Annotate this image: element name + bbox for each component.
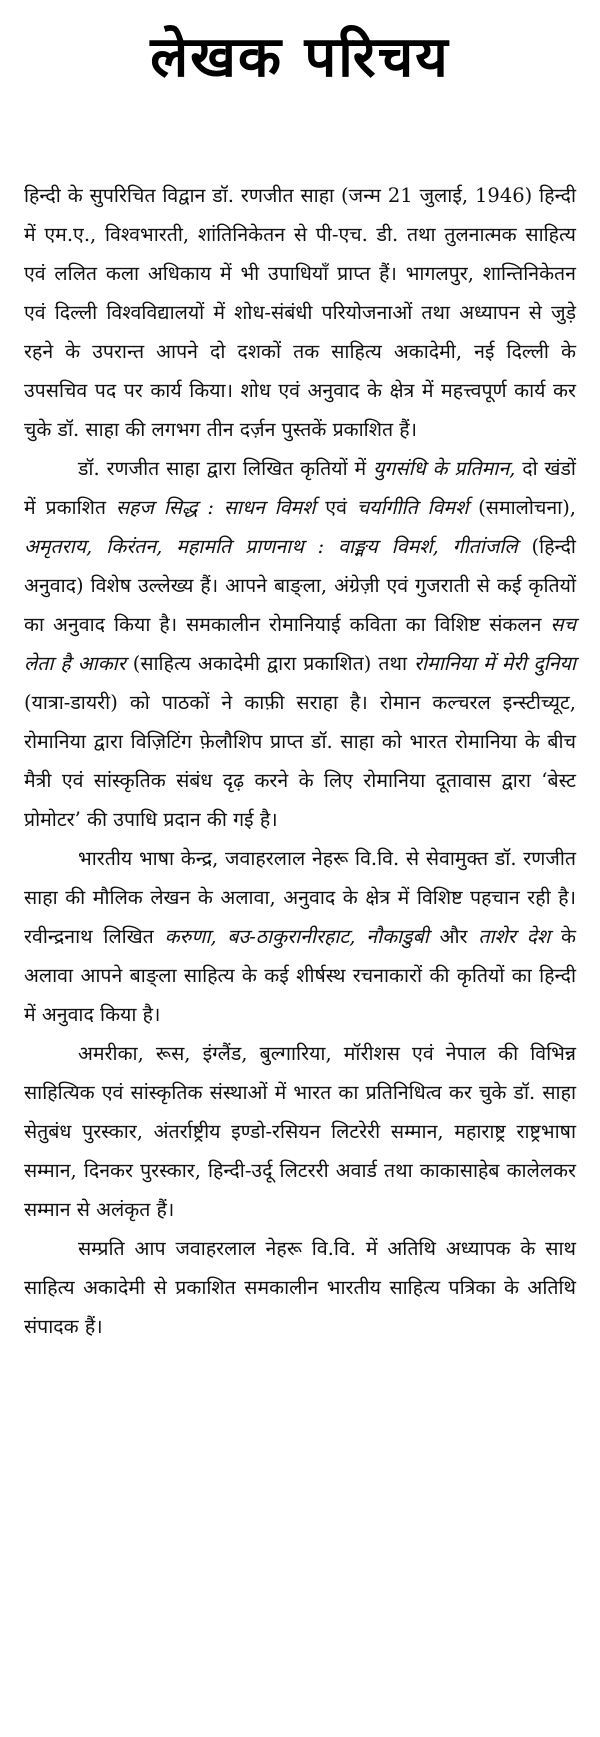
book-title: चर्यागीति विमर्श <box>356 496 469 519</box>
text-segment: (यात्रा-डायरी) को पाठकों ने काफ़ी सराहा है। रोमान कल्चरल इन्स्टीच्यूट, रोमानिया द्वारा विज़िटिंग फ़ेलौशिप प्राप्त डॉ. साहा को भारत रोमानिया के बीच मैत्री एवं सांस्कृतिक संबंध दृढ़ करने के लिए रोमानिया दूतावास द्वारा ‘बेस्ट प्रोमोटर’ की उपाधि प्रदान की गई है। <box>24 691 576 831</box>
author-bio <box>24 176 576 1346</box>
book-title: ताशेर देश <box>478 925 551 948</box>
paragraph-2 <box>24 449 576 839</box>
book-title: करुणा, बउ-ठाकुरानीरहाट, नौकाडुबी <box>164 925 429 948</box>
text-segment: के अलावा आपने बाङ्ला साहित्य के कई शीर्षस्थ रचनाकारों की कृतियों का हिन्दी में अनुवाद किया है। <box>24 925 576 1026</box>
paragraph-1: हिन्दी के सुपरिचित विद्वान डॉ. रणजीत साहा (जन्म 21 जुलाई, 1946) हिन्दी में एम.ए., विश्वभारती, शांतिनिकेतन से पी-एच. डी. तथा तुलनात्मक साहित्य एवं ललित कला अधिकाय में भी उपाधियाँ प्राप्त हैं। भागलपुर, शान्तिनिकेतन एवं दिल्ली विश्वविद्यालयों में शोध-संबंधी परियोजनाओं तथा अध्यापन से जुड़े रहने के उपरान्त आपने दो दशकों तक साहित्य अकादेमी, नई दिल्ली के उपसचिव पद पर कार्य किया। शोध एवं अनुवाद के क्षेत्र में महत्त्वपूर्ण कार्य कर चुके डॉ. साहा की लगभग तीन दर्ज़न पुस्तकें प्रकाशित हैं। <box>24 184 576 441</box>
book-title: सहज सिद्ध : साधन विमर्श <box>115 496 316 519</box>
paragraph-4: अमरीका, रूस, इंग्लैंड, बुल्गारिया, मॉरीशस एवं नेपाल की विभिन्न साहित्यिक एवं सांस्कृतिक संस्थाओं में भारत का प्रतिनिधित्व कर चुके डॉ. साहा सेतुबंध पुरस्कार, अंतर्राष्ट्रीय इण्डो-रसियन लिटरेरी सम्मान, महाराष्ट्र राष्ट्रभाषा सम्मान, दिनकर पुरस्कार, हिन्दी-उर्दू लिटररी अवार्ड तथा काकासाहेब कालेलकर सम्मान से अलंकृत हैं। <box>24 1042 576 1221</box>
book-title: युगसंधि के प्रतिमान, <box>373 457 516 480</box>
paragraph-5: सम्प्रति आप जवाहरलाल नेहरू वि.वि. में अतिथि अध्यापक के साथ साहित्य अकादेमी से प्रकाशित समकालीन भारतीय साहित्य पत्रिका के अतिथि संपादक हैं। <box>24 1237 576 1338</box>
text-segment: (साहित्य अकादेमी द्वारा प्रकाशित) तथा <box>125 652 415 675</box>
book-title: सच लेता है आकार <box>24 613 576 675</box>
text-segment: (समालोचना), <box>468 496 577 519</box>
text-segment: और <box>428 925 479 948</box>
text-segment: डॉ. रणजीत साहा द्वारा लिखित कृतियों में <box>78 457 374 480</box>
text-segment: एवं <box>315 496 357 519</box>
text-segment: भारतीय भाषा केन्द्र, जवाहरलाल नेहरू वि.वि. से सेवामुक्त डॉ. रणजीत साहा की मौलिक लेखन के अलावा, अनुवाद के क्षेत्र में विशिष्ट पहचान रही है। रवीन्द्रनाथ लिखित <box>24 847 576 948</box>
text-segment: (हिन्दी अनुवाद) विशेष उल्लेख्य हैं। आपने बाङ्ला, अंग्रेज़ी एवं गुजराती से कई कृतियों का अनुवाद किया है। समकालीन रोमानियाई कविता का विशिष्ट संकलन <box>24 535 576 636</box>
book-title: रोमानिया में मेरी दुनिया <box>414 652 576 675</box>
page-title: लेखक परिचय <box>150 25 450 90</box>
book-title: अमृतराय, किरंतन, महामति प्राणनाथ : वाङ्मय विमर्श, गीतांजलि <box>24 535 518 558</box>
paragraph-3 <box>24 839 576 1034</box>
text-segment: दो खंडों में प्रकाशित <box>24 457 576 519</box>
